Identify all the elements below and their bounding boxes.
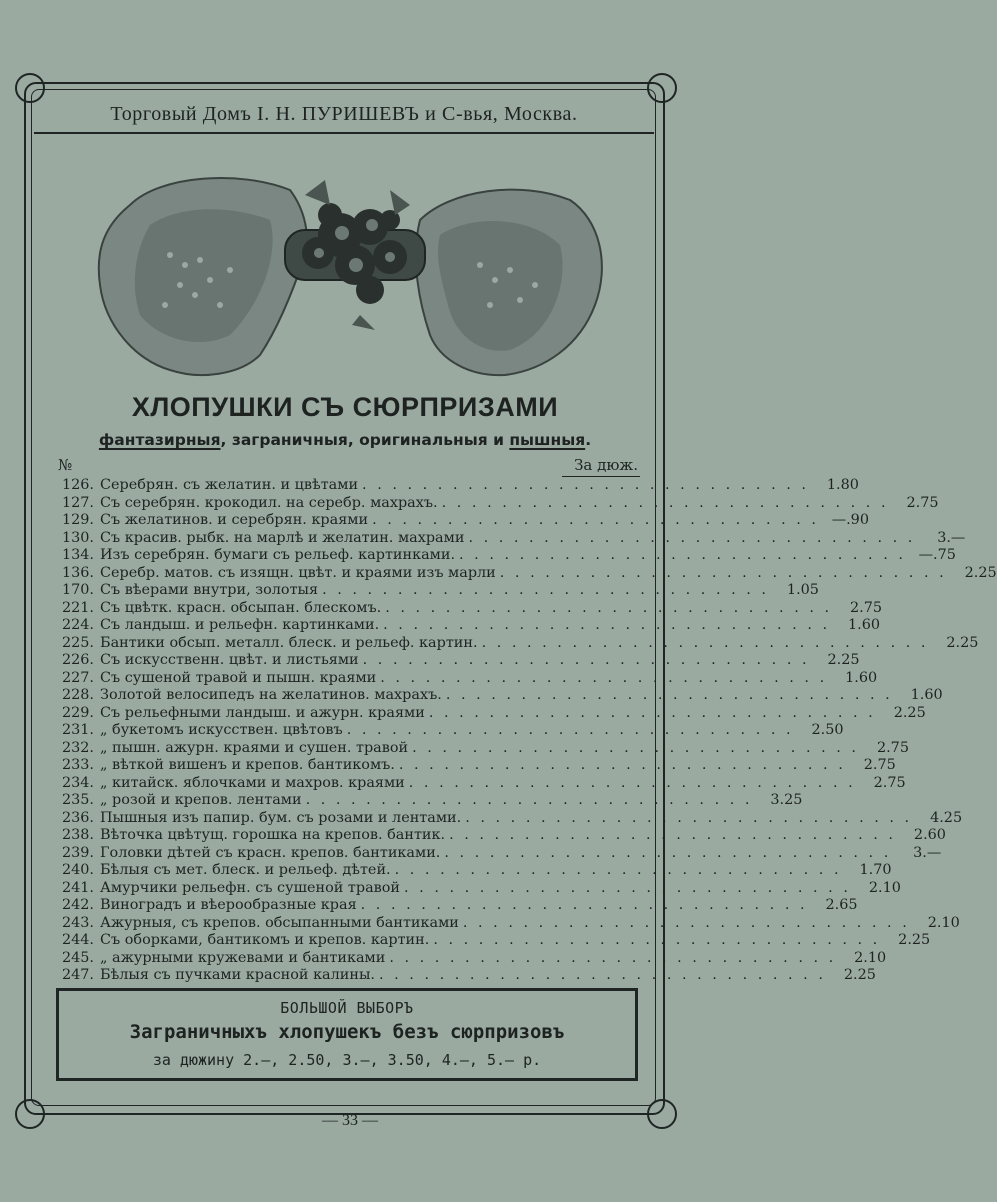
item-price: 1.60: [910, 687, 943, 703]
item-price: 2.25: [893, 704, 926, 721]
item-price: 2.10: [854, 949, 887, 966]
list-item: [52, 774, 906, 793]
item-description: Головки дѣтей съ красн. крепов. бантиками.: [100, 844, 441, 861]
dot-leader: . . . . . . . . . . . . . . . . . . . . . . . . . . . . . .: [380, 669, 828, 686]
item-description: Амурчики рельефн. съ сушеной травой: [100, 879, 401, 896]
header-divider: [34, 132, 654, 134]
item-description: Серебрян. съ желатин. и цвѣтами: [100, 477, 359, 493]
list-item: [52, 599, 883, 618]
list-item: [52, 704, 926, 723]
dot-leader: . . . . . . . . . . . . . . . . . . . . . . . . . . . . . .: [362, 652, 810, 668]
page-number: — 33 —: [322, 1112, 378, 1129]
list-item: [52, 477, 859, 495]
list-item: [52, 529, 966, 548]
item-number: 238.: [61, 827, 94, 843]
subtitle-part: .: [585, 431, 592, 449]
dot-leader: . . . . . . . . . . . . . . . . . . . . . . . . . . . . . .: [322, 582, 769, 598]
item-description: „ розой и крепов. лентами: [100, 792, 302, 808]
dot-leader: . . . . . . . . . . . . . . . . . . . . . . . . . . . . . .: [389, 949, 837, 966]
corner-ornament: [15, 73, 45, 103]
item-number: 232.: [61, 739, 94, 756]
item-number: 136.: [61, 564, 94, 581]
item-price: —.75: [918, 547, 956, 563]
item-price: 2.65: [825, 897, 858, 913]
list-item: [52, 722, 844, 740]
store-header: Торговый Домъ I. Н. ПУРИШЕВЪ и С-вья, Москва.: [110, 103, 578, 125]
item-description: Съ цвѣтк. красн. обсыпан. блескомъ.: [100, 599, 382, 616]
item-number: 231.: [61, 722, 94, 738]
item-number: 221.: [61, 599, 94, 616]
item-description: Золотой велосипедъ на желатинов. махрахъ.: [100, 687, 442, 703]
item-price: 2.75: [850, 599, 883, 616]
subtitle-part: , заграничныя, оригинальныя и: [220, 431, 510, 449]
dot-leader: . . . . . . . . . . . . . . . . . . . . . . . . . . . . . .: [412, 739, 859, 756]
item-number: 129.: [61, 512, 94, 528]
item-description: „ китайск. яблочками и махров. краями: [100, 774, 405, 791]
item-description: Пышныя изъ папир. бум. съ розами и лентами.: [100, 809, 462, 826]
item-price: 1.05: [786, 582, 819, 598]
corner-ornament: [15, 1099, 45, 1129]
dot-leader: . . . . . . . . . . . . . . . . . . . . . . . . . . . . . .: [394, 862, 842, 878]
item-number: 234.: [61, 774, 94, 791]
dot-leader: . . . . . . . . . . . . . . . . . . . . . . . . . . . . . .: [449, 827, 896, 843]
item-number: 236.: [61, 809, 94, 826]
corner-ornament: [647, 1099, 677, 1129]
list-item: [52, 757, 896, 775]
dot-leader: . . . . . . . . . . . . . . . . . . . . . . . . . . . . . .: [499, 564, 947, 581]
item-number: 227.: [61, 669, 94, 686]
item-description: „ букетомъ искусствен. цвѣтовъ: [100, 722, 343, 738]
item-description: Серебр. матов. съ изящн. цвѣт. и краями изъ марли: [100, 564, 496, 581]
section-title: ХЛОПУШКИ СЪ СЮРПРИЗАМИ: [131, 392, 559, 422]
item-description: „ пышн. ажурн. краями и сушен. травой: [100, 739, 409, 756]
dot-leader: . . . . . . . . . . . . . . . . . . . . . . . . . . . . . .: [441, 494, 889, 511]
price-column-header: За дюж.: [574, 456, 638, 474]
dot-leader: . . . . . . . . . . . . . . . . . . . . . . . . . . . . . .: [346, 722, 794, 738]
item-price: 2.25: [898, 932, 931, 948]
item-description: Виноградъ и вѣерообразные края: [100, 897, 357, 913]
list-item: [52, 862, 892, 880]
item-number: 245.: [61, 949, 94, 966]
item-description: Съ искусственн. цвѣт. и листьями: [100, 652, 359, 668]
item-price: 2.60: [913, 827, 946, 843]
item-description: Изъ серебрян. бумаги съ рельеф. картинками.: [100, 547, 456, 563]
item-number: 226.: [61, 652, 94, 668]
dot-leader: . . . . . . . . . . . . . . . . . . . . . . . . . . . . . .: [385, 599, 833, 616]
dot-leader: . . . . . . . . . . . . . . . . . . . . . . . . . . . . . .: [465, 809, 913, 826]
item-description: Бантики обсып. металл. блеск. и рельеф. картин.: [100, 634, 478, 651]
box-title: Заграничныхъ хлопушекъ безъ сюрпризовъ: [129, 1021, 565, 1043]
item-number: 241.: [61, 879, 94, 896]
item-description: Съ сушеной травой и пышн. краями: [100, 669, 377, 686]
item-description: Ажурныя, съ крепов. обсыпанными бантиками: [100, 914, 459, 931]
list-item: [52, 809, 963, 828]
item-price: 2.75: [873, 774, 906, 791]
list-item: [52, 512, 869, 530]
dot-leader: . . . . . . . . . . . . . . . . . . . . . . . . . . . . . .: [408, 774, 856, 791]
list-item: [52, 547, 956, 565]
list-item: [52, 897, 858, 915]
item-number: 170.: [61, 582, 94, 598]
item-number: 242.: [61, 897, 94, 913]
item-price: 1.80: [826, 477, 859, 493]
item-number: 224.: [61, 617, 94, 633]
subtitle-part: фантазирныя: [98, 431, 221, 449]
list-item: [52, 669, 878, 688]
list-item: [52, 914, 960, 933]
item-price: 2.25: [964, 564, 997, 581]
item-price: 4.25: [930, 809, 963, 826]
item-description: Съ оборками, бантикомъ и крепов. картин.: [100, 932, 430, 948]
list-item: [52, 687, 943, 705]
list-item: [52, 879, 901, 898]
item-description: Съ ландыш. и рельефн. картинками.: [100, 617, 380, 633]
item-price: 3.—: [937, 529, 966, 546]
item-number: 225.: [61, 634, 94, 651]
list-item: [52, 949, 887, 968]
list-item: [52, 932, 931, 950]
cracker-illustration: [90, 165, 620, 387]
item-description: Съ красив. рыбк. на марлѣ и желатин. махрами: [100, 529, 465, 546]
item-price: 2.25: [843, 967, 876, 983]
item-description: Съ рельефными ландыш. и ажурн. краями: [100, 704, 425, 721]
list-item: [52, 739, 909, 758]
dot-leader: . . . . . . . . . . . . . . . . . . . . . . . . . . . . . .: [481, 634, 929, 651]
dot-leader: . . . . . . . . . . . . . . . . . . . . . . . . . . . . . .: [404, 879, 851, 896]
list-item: [52, 564, 997, 583]
item-price: 1.70: [859, 862, 892, 878]
item-price: 3.—: [913, 844, 942, 861]
item-price: 2.75: [876, 739, 909, 756]
item-price: 2.75: [906, 494, 939, 511]
item-price: 2.10: [868, 879, 901, 896]
item-number: 229.: [61, 704, 94, 721]
list-item: [52, 827, 946, 845]
item-description: Вѣточка цвѣтущ. горошка на крепов. бантик.: [100, 827, 446, 843]
item-price: 2.25: [827, 652, 860, 668]
dot-leader: . . . . . . . . . . . . . . . . . . . . . . . . . . . . . .: [462, 914, 910, 931]
item-number: 239.: [61, 844, 94, 861]
item-number: 240.: [61, 862, 94, 878]
item-price: 2.25: [946, 634, 979, 651]
item-price: 2.50: [811, 722, 844, 738]
dot-leader: . . . . . . . . . . . . . . . . . . . . . . . . . . . . . .: [379, 967, 826, 983]
item-number: 126.: [61, 477, 94, 493]
number-column-header: №: [58, 456, 73, 474]
dot-leader: . . . . . . . . . . . . . . . . . . . . . . . . . . . . . .: [444, 844, 892, 861]
list-item: [52, 967, 876, 985]
item-description: Съ вѣерами внутри, золотыя: [100, 582, 319, 598]
item-description: Бѣлыя съ пучками красной калины.: [100, 967, 375, 983]
table-header: [58, 456, 638, 476]
item-number: 228.: [61, 687, 94, 703]
box-prices: за дюжину 2.—, 2.50, 3.—, 3.50, 4.—, 5.— р.: [152, 1051, 542, 1069]
item-description: Съ серебрян. крокодил. на серебр. махрахъ.: [100, 494, 438, 511]
item-price: 2.10: [927, 914, 960, 931]
section-subtitle: [60, 431, 630, 449]
item-number: 130.: [61, 529, 94, 546]
item-description: „ вѣткой вишенъ и крепов. бантикомъ.: [100, 757, 395, 773]
assortment-box: [56, 988, 638, 1081]
item-number: 127.: [61, 494, 94, 511]
item-price: 3.25: [770, 792, 803, 808]
dot-leader: . . . . . . . . . . . . . . . . . . . . . . . . . . . . . .: [305, 792, 753, 808]
item-number: 233.: [61, 757, 94, 773]
item-price: 2.75: [863, 757, 896, 773]
item-price: —.90: [831, 512, 869, 528]
corner-ornament: [647, 73, 677, 103]
list-item: [52, 494, 939, 513]
item-price: 1.60: [845, 669, 878, 686]
list-item: [52, 634, 979, 653]
dot-leader: . . . . . . . . . . . . . . . . . . . . . . . . . . . . . .: [360, 897, 808, 913]
item-number: 244.: [61, 932, 94, 948]
dot-leader: . . . . . . . . . . . . . . . . . . . . . . . . . . . . . .: [468, 529, 916, 546]
dot-leader: . . . . . . . . . . . . . . . . . . . . . . . . . . . . . .: [428, 704, 876, 721]
item-number: 235.: [61, 792, 94, 808]
item-description: Бѣлыя съ мет. блеск. и рельеф. дѣтей.: [100, 862, 391, 878]
item-description: „ ажурными кружевами и бантиками: [100, 949, 386, 966]
dot-leader: . . . . . . . . . . . . . . . . . . . . . . . . . . . . . .: [445, 687, 893, 703]
dot-leader: . . . . . . . . . . . . . . . . . . . . . . . . . . . . . .: [433, 932, 881, 948]
price-list: [52, 477, 997, 985]
item-number: 247.: [61, 967, 94, 983]
item-number: 243.: [61, 914, 94, 931]
list-item: [52, 844, 942, 863]
dot-leader: . . . . . . . . . . . . . . . . . . . . . . . . . . . . . .: [372, 512, 819, 528]
dot-leader: . . . . . . . . . . . . . . . . . . . . . . . . . . . . . .: [362, 477, 809, 493]
list-item: [52, 617, 881, 635]
box-heading: БОЛЬШОЙ ВЫБОРЪ: [280, 999, 414, 1017]
list-item: [52, 582, 819, 600]
item-description: Съ желатинов. и серебрян. краями: [100, 512, 369, 528]
item-price: 1.60: [848, 617, 881, 633]
list-item: [52, 652, 860, 670]
list-item: [52, 792, 803, 810]
dot-leader: . . . . . . . . . . . . . . . . . . . . . . . . . . . . . .: [398, 757, 846, 773]
item-number: 134.: [61, 547, 94, 563]
dot-leader: . . . . . . . . . . . . . . . . . . . . . . . . . . . . . .: [459, 547, 906, 563]
dot-leader: . . . . . . . . . . . . . . . . . . . . . . . . . . . . . .: [383, 617, 831, 633]
subtitle-part: пышныя: [509, 431, 586, 449]
